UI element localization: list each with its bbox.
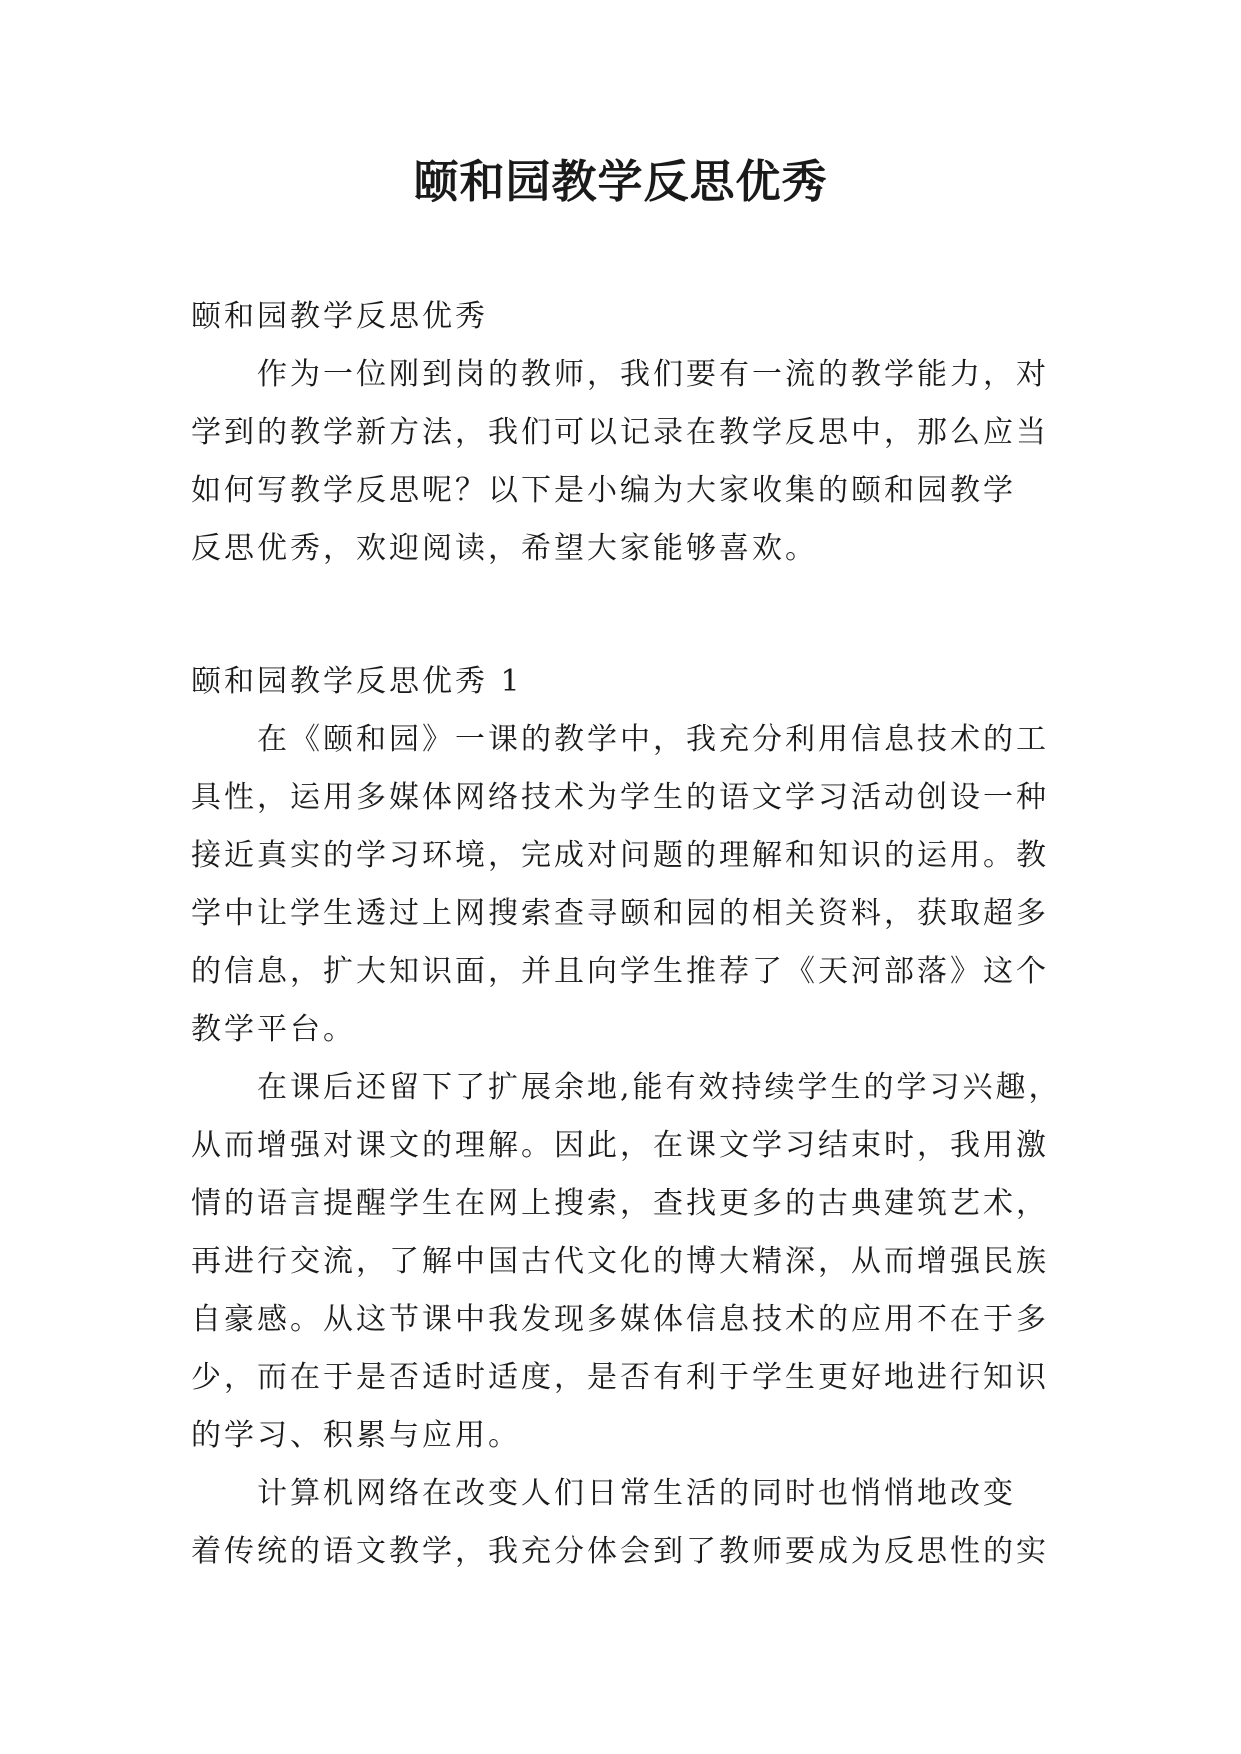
paragraph-2: [191, 1059, 1061, 1465]
document-body: [191, 288, 1061, 1581]
paragraph-line: 自豪感。从这节课中我发现多媒体信息技术的应用不在于多: [191, 1302, 1049, 1337]
paragraph-line: 如何写教学反思呢？以下是小编为大家收集的颐和园教学: [191, 473, 1016, 508]
paragraph-line: 反思优秀，欢迎阅读，希望大家能够喜欢。: [191, 531, 818, 566]
paragraph-line: 少，而在于是否适时适度，是否有利于学生更好地进行知识: [191, 1360, 1049, 1395]
paragraph-line: 计算机网络在改变人们日常生活的同时也悄悄地改变: [257, 1476, 1016, 1511]
section-heading: 颐和园教学反思优秀 1: [191, 664, 523, 699]
paragraph-line: 情的语言提醒学生在网上搜索，查找更多的古典建筑艺术，: [191, 1186, 1049, 1221]
paragraph-line: 具性，运用多媒体网络技术为学生的语文学习活动创设一种: [191, 780, 1049, 815]
paragraph-line: 接近真实的学习环境，完成对问题的理解和知识的运用。教: [191, 838, 1049, 873]
paragraph-line: 着传统的语文教学，我充分体会到了教师要成为反思性的实: [191, 1534, 1049, 1569]
paragraph-line: 的学习、积累与应用。: [191, 1418, 521, 1453]
paragraph-line: 作为一位刚到岗的教师，我们要有一流的教学能力，对: [257, 357, 1049, 392]
paragraph-line: 的信息，扩大知识面，并且向学生推荐了《天河部落》这个: [191, 954, 1049, 989]
paragraph-line: 教学平台。: [191, 1012, 356, 1047]
paragraph-line: 从而增强对课文的理解。因此，在课文学习结束时，我用激: [191, 1128, 1049, 1163]
intro-heading: 颐和园教学反思优秀: [191, 299, 488, 334]
paragraph-line: 在《颐和园》一课的教学中，我充分利用信息技术的工: [257, 722, 1049, 757]
paragraph-1: [191, 711, 1061, 1059]
paragraph-line: 学中让学生透过上网搜索查寻颐和园的相关资料，获取超多: [191, 896, 1049, 931]
paragraph-line: 学到的教学新方法，我们可以记录在教学反思中，那么应当: [191, 415, 1049, 450]
paragraph-3: [191, 1465, 1061, 1581]
paragraph-line: 在课后还留下了扩展余地,能有效持续学生的学习兴趣，: [257, 1070, 1062, 1105]
intro-paragraph: [191, 346, 1061, 578]
paragraph-line: 再进行交流，了解中国古代文化的博大精深，从而增强民族: [191, 1244, 1049, 1279]
section-spacer: [191, 578, 1061, 653]
document-title: 颐和园教学反思优秀: [413, 155, 828, 208]
